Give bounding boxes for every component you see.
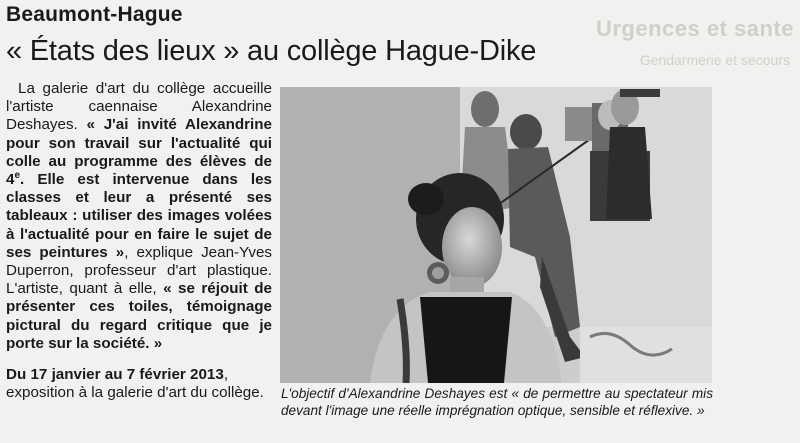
body-quote-1: « J'ai invité Alexandrine pour son travail sur l'actualité qui colle au programme des élèves de 4e. Elle est intervenue dans les classes et leur a présenté ses tableaux : utiliser des images volées à l'actualité pour en faire le sujet de ses peintures » xyxy=(6,116,272,261)
bleed-through-subheading: Gendarmerie et secours xyxy=(639,52,790,68)
body-intro: La galerie d'art du collège accueille l'artiste caennaise Alexandrine Deshayes. xyxy=(6,80,272,134)
dates-bold: Du 17 janvier au 7 février 2013 xyxy=(6,366,224,383)
artist-portrait-photo xyxy=(280,87,712,383)
article-headline: « États des lieux » au collège Hague-Dike xyxy=(6,35,537,67)
exhibition-dates xyxy=(6,366,272,402)
superscript-e: e xyxy=(14,169,21,181)
body-quote-2: « se réjouit de présenter ces toiles, témoignage pictural du regard critique que je porte sur la société. » xyxy=(6,280,272,352)
body-attribution: , explique Jean-Yves Duperron, professeur d'art plastique. L'artiste, quant à elle, xyxy=(6,243,272,298)
dates-rest: , exposition à la galerie d'art du collège. xyxy=(6,366,264,402)
photo-caption: L'objectif d'Alexandrine Deshayes est « de permettre au spectateur mis devant l'image une réelle imprégnation optique, sensible et réflexive. » xyxy=(281,386,713,418)
bleed-through-heading: Urgences et sante xyxy=(595,16,794,41)
article-body xyxy=(6,80,272,353)
section-title: Beaumont-Hague xyxy=(6,3,183,26)
